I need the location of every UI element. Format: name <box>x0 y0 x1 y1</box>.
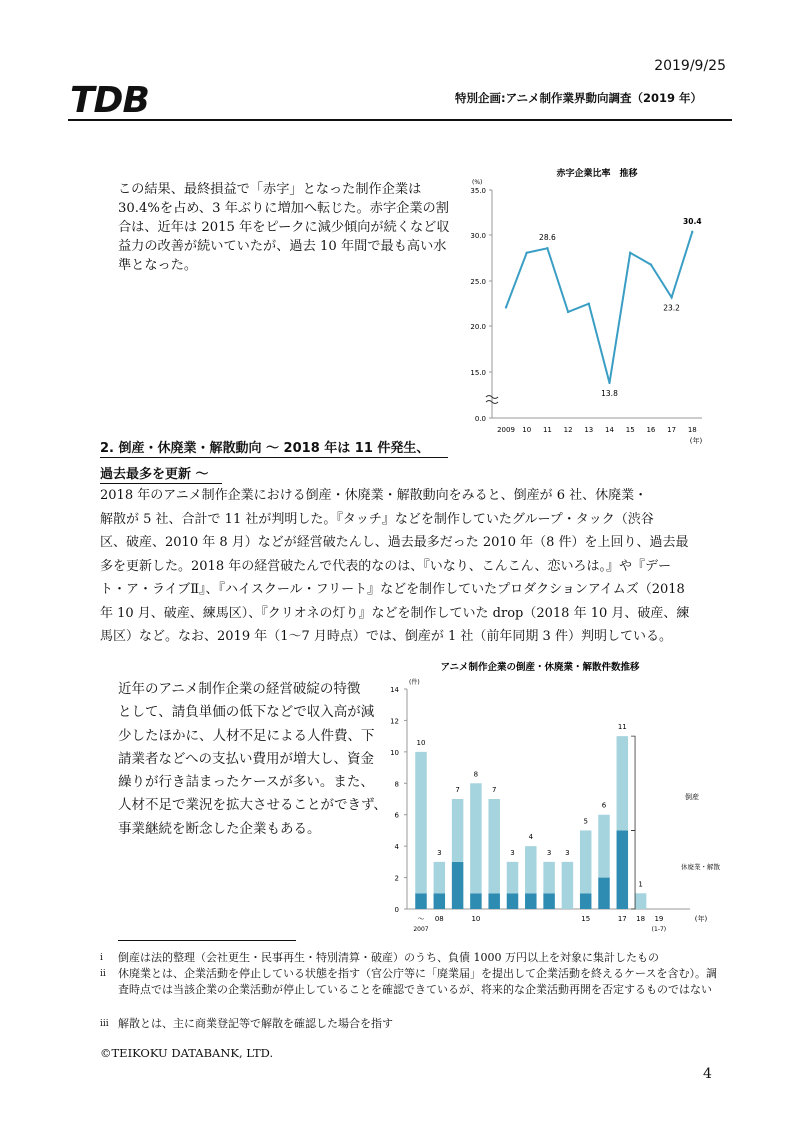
body-line: 多を更新した。2018 年の経営破たんで代表的なのは、『いなり、こんこん、恋いろは。』や『デー <box>100 558 671 574</box>
chart1-point <box>650 263 652 265</box>
footnote-1 <box>100 950 718 966</box>
chart2-x-unit: (年) <box>694 915 708 923</box>
chart2-total-label: 6 <box>601 801 607 810</box>
chart2-x-tick-label: 19 <box>654 915 664 923</box>
intro-line: 益力の改善が続いていたが、過去 10 年間で最も高い水 <box>118 239 447 254</box>
chart1-data-label: 30.4 <box>683 216 702 226</box>
chart2-legend-tosan: 倒産 <box>685 793 699 801</box>
chart1-point <box>691 231 693 233</box>
tdb-logo: TDB <box>70 80 149 121</box>
intro-line: この結果、最終損益で「赤字」となった制作企業は <box>118 182 422 197</box>
footnote-text: 休廃業とは、企業活動を停止している状態を指す（官公庁等に「廃業届」を提出して企業活動を終えるケースを含む）。調査時点では当該企業の企業活動が停止していることを確認できているが、将来的な企業活動再開を否定するものではない <box>118 967 717 996</box>
chart2-total-label: 11 <box>617 723 627 732</box>
intro-line: 30.4%を占め、3 年ぶりに増加へ転じた。赤字企業の割 <box>118 201 449 216</box>
chart2-x-tick-label: 08 <box>434 915 444 923</box>
chart2-ylabel: (件) <box>409 679 420 686</box>
chart1-y-tick-label: 35.0 <box>470 187 486 195</box>
chart2-bar-kyuhaigyo <box>580 893 592 909</box>
chart1-point <box>567 311 569 313</box>
chart1-x-tick-label: 16 <box>646 426 656 434</box>
chart2-bar-tosan <box>543 862 555 893</box>
chart1-y-tick-label: 15.0 <box>470 369 486 377</box>
chart1-y-tick-label: 0.0 <box>474 415 486 423</box>
chart2-bar-kyuhaigyo <box>617 830 629 909</box>
chart2-bar-kyuhaigyo <box>598 878 610 909</box>
copyright: ©TEIKOKU DATABANK, LTD. <box>100 1046 274 1060</box>
section-title-line1: 2. 倒産・休廃業・解散動向 ～ 2018 年は 11 件発生、 <box>100 437 448 458</box>
chart2-total-label: 3 <box>546 848 552 857</box>
intro-line: 合は、近年は 2015 年をピークに減少傾向が続くなど収 <box>118 220 450 235</box>
body-line: 解散が 5 社、合計で 11 社が判明した。『タッチ』などを制作していたグループ・タック（渋谷 <box>100 511 654 527</box>
chart2-bar-kyuhaigyo <box>525 893 537 909</box>
chart2-bar-tosan <box>562 862 574 909</box>
chart2-legend-bracket-kyuhaigyo <box>631 830 635 909</box>
chart2-bar-tosan <box>488 799 500 893</box>
chart1-data-label: 28.6 <box>539 233 556 243</box>
chart2-bar-kyuhaigyo <box>470 893 482 909</box>
body-line: 区、破産、2010 年 8 月）などが経営破たんし、過去最多だった 2010 年（8 件）を上回り、過去最 <box>100 535 689 550</box>
chart2-bar-tosan <box>452 799 464 862</box>
chart1-x-tick-label: 12 <box>563 426 573 434</box>
chart1-x-tick-label: 17 <box>667 426 677 434</box>
footnote-3 <box>100 1016 718 1032</box>
footnote-text: 解散とは、主に商業登記等で解散を確認した場合を指す <box>118 1017 393 1030</box>
chart2-y-tick-label: 12 <box>390 717 399 726</box>
footnote-rule <box>118 940 296 941</box>
chart2-y-tick-label: 2 <box>394 874 399 883</box>
chart2-total-label: 3 <box>437 848 442 857</box>
report-date: 2019/9/25 <box>654 58 726 74</box>
chart2-bar-tosan <box>580 830 592 893</box>
chart2-bar-kyuhaigyo <box>434 893 446 909</box>
chart2-x-tick-label: 18 <box>636 915 646 923</box>
chart1-point <box>546 247 548 249</box>
chart1-x-tick-label: 14 <box>605 426 614 434</box>
chart2-bar-tosan <box>617 736 629 830</box>
chart2-legend-kyuhaigyo: 休廃業・解散 <box>681 863 720 871</box>
chart1-point <box>608 382 610 384</box>
chart1-x-tick-label: 11 <box>542 426 552 434</box>
chart1-x-tick-label: 2009 <box>497 426 515 434</box>
chart2-x-tick-label: 10 <box>471 915 481 923</box>
chart1-x-tick-label: 10 <box>522 426 532 434</box>
chart2-y-tick-label: 0 <box>394 906 399 914</box>
chart1-point <box>526 252 528 254</box>
chart1-point <box>670 296 672 298</box>
chart2-bar-kyuhaigyo <box>452 862 464 909</box>
chart2-total-label: 7 <box>455 786 460 794</box>
chart2-x-tick-label: 15 <box>581 915 591 923</box>
chart1-point <box>505 306 507 308</box>
chart2-x-tick-label: (1-7) <box>651 926 667 933</box>
report-subtitle: 特別企画:アニメ制作業界動向調査（2019 年） <box>455 91 703 105</box>
chart1-point <box>588 303 590 305</box>
chart2-total-label: 10 <box>416 738 426 747</box>
chart1-x-unit: (年) <box>689 437 703 445</box>
side-paragraph <box>118 678 388 841</box>
chart1-y-tick-label: 20.0 <box>470 323 486 331</box>
chart2-total-label: 3 <box>510 848 515 857</box>
chart2-bar-kyuhaigyo <box>488 893 500 909</box>
chart2-bar-tosan <box>525 846 537 893</box>
chart2-y-tick-label: 14 <box>390 686 399 694</box>
chart2-total-label: 3 <box>565 848 570 857</box>
side-line: 繰りが行き詰まったケースが多い。また、 <box>118 774 374 791</box>
section-heading <box>100 437 448 484</box>
body-line: 馬区）など。なお、2019 年（1～7 月時点）では、倒産が 1 社（前年同期 3 件）判明している。 <box>100 629 672 644</box>
body-line: 2018 年のアニメ制作企業における倒産・休廃業・解散動向をみると、倒産が 6 社、休廃業・ <box>100 488 648 503</box>
chart2-bar-tosan <box>470 783 482 893</box>
chart1-x-tick-label: 18 <box>687 426 697 434</box>
side-line: 人材不足で業況を拡大させることができず、 <box>118 797 387 814</box>
chart2-total-label: 1 <box>638 880 643 889</box>
chart2-legend-bracket-tosan <box>631 736 635 830</box>
side-line: 近年のアニメ制作企業の経営破綻の特徴 <box>118 681 361 697</box>
page-number: 4 <box>703 1066 712 1082</box>
section-body <box>100 484 712 649</box>
body-line: 年 10 月、破産、練馬区）、『クリオネの灯り』などを制作していた drop（2018 年 10 月、破産、練 <box>100 605 690 621</box>
chart2-x-tick-label: ～ <box>417 915 425 923</box>
chart1-data-label: 23.2 <box>663 303 680 313</box>
chart2-y-tick-label: 4 <box>394 843 399 852</box>
side-line: 事業継続を断念した企業もある。 <box>118 820 321 837</box>
chart2-y-tick-label: 10 <box>390 748 399 757</box>
chart2-x-tick-label: 17 <box>617 915 627 923</box>
side-line: として、請負単価の低下などで収入高が減 <box>118 704 375 721</box>
section-title-line2: 過去最多を更新 ～ <box>100 463 222 484</box>
side-line: 請業者などへの支払い費用が増大し、資金 <box>118 750 374 767</box>
chart2-x-tick-label: 2007 <box>413 926 429 933</box>
chart1-y-tick-label: 30.0 <box>470 232 486 240</box>
chart1-point <box>629 252 631 254</box>
chart2-bar-tosan <box>507 862 519 893</box>
chart2-total-label: 5 <box>583 817 588 826</box>
chart2-bar-kyuhaigyo <box>507 893 519 909</box>
chart1-data-label: 13.8 <box>601 388 618 398</box>
chart2-total-label: 7 <box>491 786 497 794</box>
footnote-mark: ii <box>100 969 106 979</box>
body-line: ト・ア・ライブⅡ』、『ハイスクール・フリート』などを制作していたプロダクションアイムズ（2018 <box>100 582 685 597</box>
chart2-bar-kyuhaigyo <box>543 893 555 909</box>
chart2-y-tick-label: 8 <box>394 780 399 789</box>
side-line: 少したほかに、人材不足による人件費、下 <box>118 727 375 744</box>
footnote-mark: iii <box>100 1019 109 1029</box>
chart1-y-tick-label: 25.0 <box>470 278 486 286</box>
chart2-bar-tosan <box>434 862 446 893</box>
chart2-bar-tosan <box>415 752 427 893</box>
chart2-bar-tosan <box>635 893 647 909</box>
chart2-y-tick-label: 6 <box>394 811 399 820</box>
chart2-total-label: 8 <box>473 770 479 779</box>
chart2-total-label: 4 <box>528 833 534 842</box>
chart2-bar-tosan <box>598 815 610 878</box>
deficit-ratio-line-chart <box>470 167 702 445</box>
chart1-title: 赤字企業比率 推移 <box>556 169 638 179</box>
chart2-title: アニメ制作企業の倒産・休廃業・解散件数推移 <box>440 662 640 673</box>
intro-line: 準となった。 <box>118 258 198 273</box>
footnote-mark: i <box>100 953 103 963</box>
footnote-text: 倒産は法的整理（会社更生・民事再生・特別清算・破産）のうち、負債 1000 万円以上を対象に集計したもの <box>118 951 659 964</box>
chart1-ylabel: (%) <box>472 179 483 186</box>
chart1-x-tick-label: 13 <box>584 426 594 434</box>
footnote-2 <box>100 966 718 998</box>
chart2-bar-kyuhaigyo <box>415 893 427 909</box>
chart1-x-tick-label: 15 <box>625 426 635 434</box>
bankruptcy-bar-chart <box>390 661 720 933</box>
